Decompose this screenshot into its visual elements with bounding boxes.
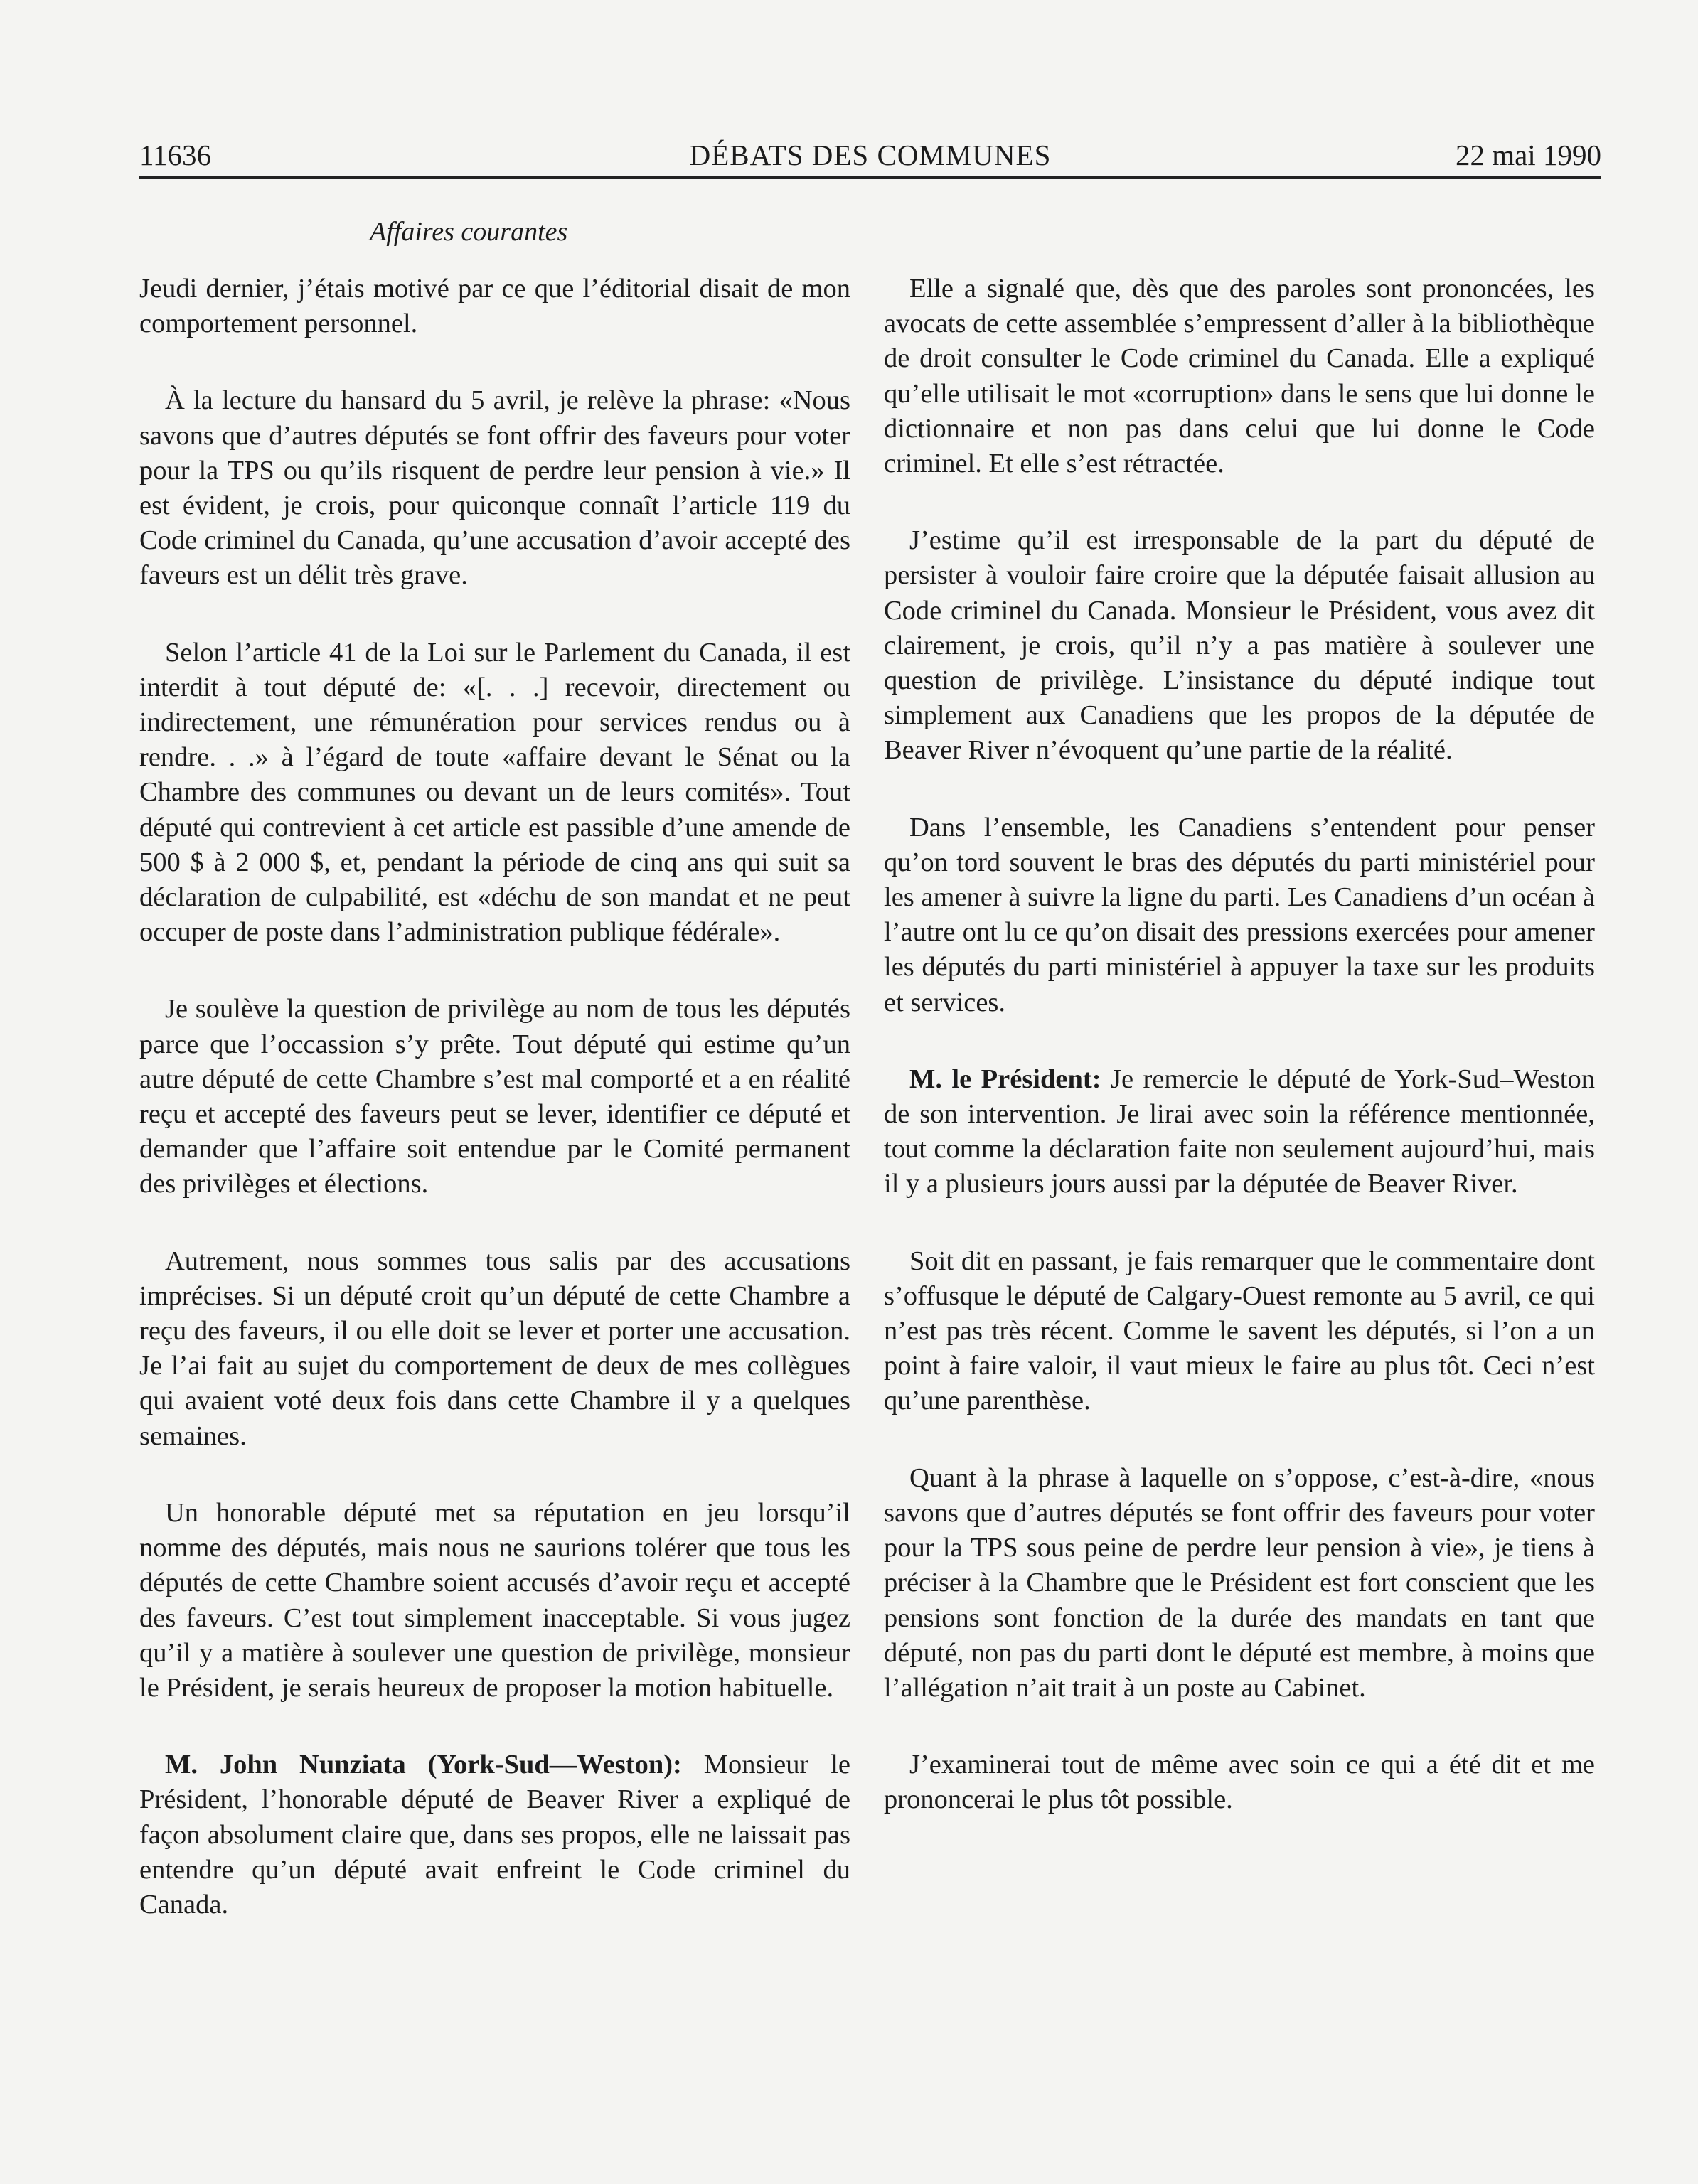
paragraph: Dans l’ensemble, les Canadiens s’entendent pour penser qu’on tord souvent le bras des députés du parti ministériel pour les amener à suivre la ligne du parti. Les Canadiens d’un océan à l’autre ont lu ce qu’on disait des pressions exercées pour amener les députés du parti ministériel à appuyer la taxe sur les produits et services. xyxy=(884,812,1595,1017)
speaker-name: M. le Président: xyxy=(909,1064,1101,1094)
speaker-name: M. John Nunziata (York-Sud—Weston): xyxy=(165,1750,682,1780)
paragraph: Autrement, nous sommes tous salis par des accusations imprécises. Si un député croit qu’un député de cette Chambre a reçu des faveurs, il ou elle doit se lever et porter une accusation. Je l’ai fait au sujet du comportement de deux de mes collègues qui avaient voté deux fois dans cette Chambre il y a quelques semaines. xyxy=(139,1246,850,1451)
speech-paragraph xyxy=(139,1747,850,1922)
paragraph: Soit dit en passant, je fais remarquer que le commentaire dont s’offusque le député de Calgary-Ouest remonte au 5 avril, ce qui n’est pas très récent. Comme le savent les députés, si l’on a un point à faire valoir, il vaut mieux le faire au plus tôt. Ceci n’est qu’une parenthèse. xyxy=(884,1246,1595,1416)
right-column xyxy=(884,272,1595,1818)
paragraph: J’estime qu’il est irresponsable de la part du député de persister à vouloir faire croire que la députée faisait allusion au Code criminel du Canada. Monsieur le Président, vous avez dit clairement, je crois, qu’il n’y a pas matière à soulever une question de privilège. L’insistance du député indique tout simplement aux Canadiens que les propos de la députée de Beaver River n’évoquent qu’une partie de la réalité. xyxy=(884,525,1595,766)
page-number: 11636 xyxy=(139,139,211,171)
left-column xyxy=(139,272,850,1922)
paragraph: Elle a signalé que, dès que des paroles sont prononcées, les avocats de cette assemblée s’empressent d’aller à la bibliothèque de droit consulter le Code criminel du Canada. Elle a expliqué qu’elle utilisait le mot «corruption» dans le sens que lui donne le dictionnaire et non pas dans celui que lui donne le Code criminel. Et elle s’est rétractée. xyxy=(884,274,1595,479)
paragraph: Je soulève la question de privilège au nom de tous les députés parce que l’occassion s’y prête. Tout député qui estime qu’un autre député de cette Chambre s’est mal comporté et a en réalité reçu et accepté des faveurs peut se lever, identifier ce député et demander que l’affaire soit entendue par le Comité permanent des privilèges et élections. xyxy=(139,994,850,1199)
paragraph: Un honorable député met sa réputation en jeu lorsqu’il nomme des députés, mais nous ne saurions tolérer que tous les députés de cette Chambre soient accusés d’avoir reçu et accepté des faveurs. C’est tout simplement inacceptable. Si vous jugez qu’il y a matière à soulever une question de privilège, monsieur le Président, je serais heureux de proposer la motion habituelle. xyxy=(139,1497,850,1703)
publication-date: 22 mai 1990 xyxy=(1456,139,1601,171)
speech-text: Je remercie le député de York-Sud–Weston de son intervention. Je lirai avec soin la référence mentionnée, tout comme la déclaration faite non seulement aujourd’hui, mais il y a plusieurs jours aussi par la députée de Beaver River. xyxy=(884,1064,1595,1199)
publication-title: DÉBATS DES COMMUNES xyxy=(689,139,1052,171)
speech-text: Monsieur le Président, l’honorable député de Beaver River a expliqué de façon absolument claire que, dans ses propos, elle ne laissait pas entendre qu’un député avait enfreint le Code criminel du Canada. xyxy=(139,1750,850,1920)
paragraph: J’examinerai tout de même avec soin ce qui a été dit et me prononcerai le plus tôt possible. xyxy=(884,1750,1595,1815)
page-header xyxy=(139,136,1601,173)
paragraph: Selon l’article 41 de la Loi sur le Parlement du Canada, il est interdit à tout député de: «[. . .] recevoir, directement ou indirectement, une rémunération pour services rendus ou à rendre. . .» à l’égard de toute «affaire devant le Sénat ou la Chambre des communes ou devant un de leurs comités». Tout député qui contrevient à cet article est passible d’une amende de 500 $ à 2 000 $, et, pendant la période de cinq ans qui suit sa déclaration de culpabilité, est «déchu de son mandat et ne peut occuper de poste dans l’administration publique fédérale». xyxy=(139,637,850,948)
paragraph: Jeudi dernier, j’étais motivé par ce que l’éditorial disait de mon comportement personnel. xyxy=(139,274,850,339)
speech-paragraph xyxy=(884,1062,1595,1202)
paragraph: À la lecture du hansard du 5 avril, je relève la phrase: «Nous savons que d’autres députés se font offrir des faveurs pour voter pour la TPS ou qu’ils risquent de perdre leur pension à vie.» Il est évident, je crois, pour quiconque connaît l’article 119 du Code criminel du Canada, qu’une accusation d’avoir accepté des faveurs est un délit très grave. xyxy=(139,385,850,591)
header-rule xyxy=(139,176,1601,179)
paragraph: Quant à la phrase à laquelle on s’oppose, c’est-à-dire, «nous savons que d’autres députés se font offrir des faveurs pour voter pour la TPS sous peine de perdre leur pension à vie», je tiens à préciser à la Chambre que le Président est fort conscient que les pensions sont fonction de la durée des mandats en tant que député, non pas du parti dont le député est membre, à moins que l’allégation n’ait trait à un poste au Cabinet. xyxy=(884,1462,1595,1703)
section-heading: Affaires courantes xyxy=(370,217,568,247)
